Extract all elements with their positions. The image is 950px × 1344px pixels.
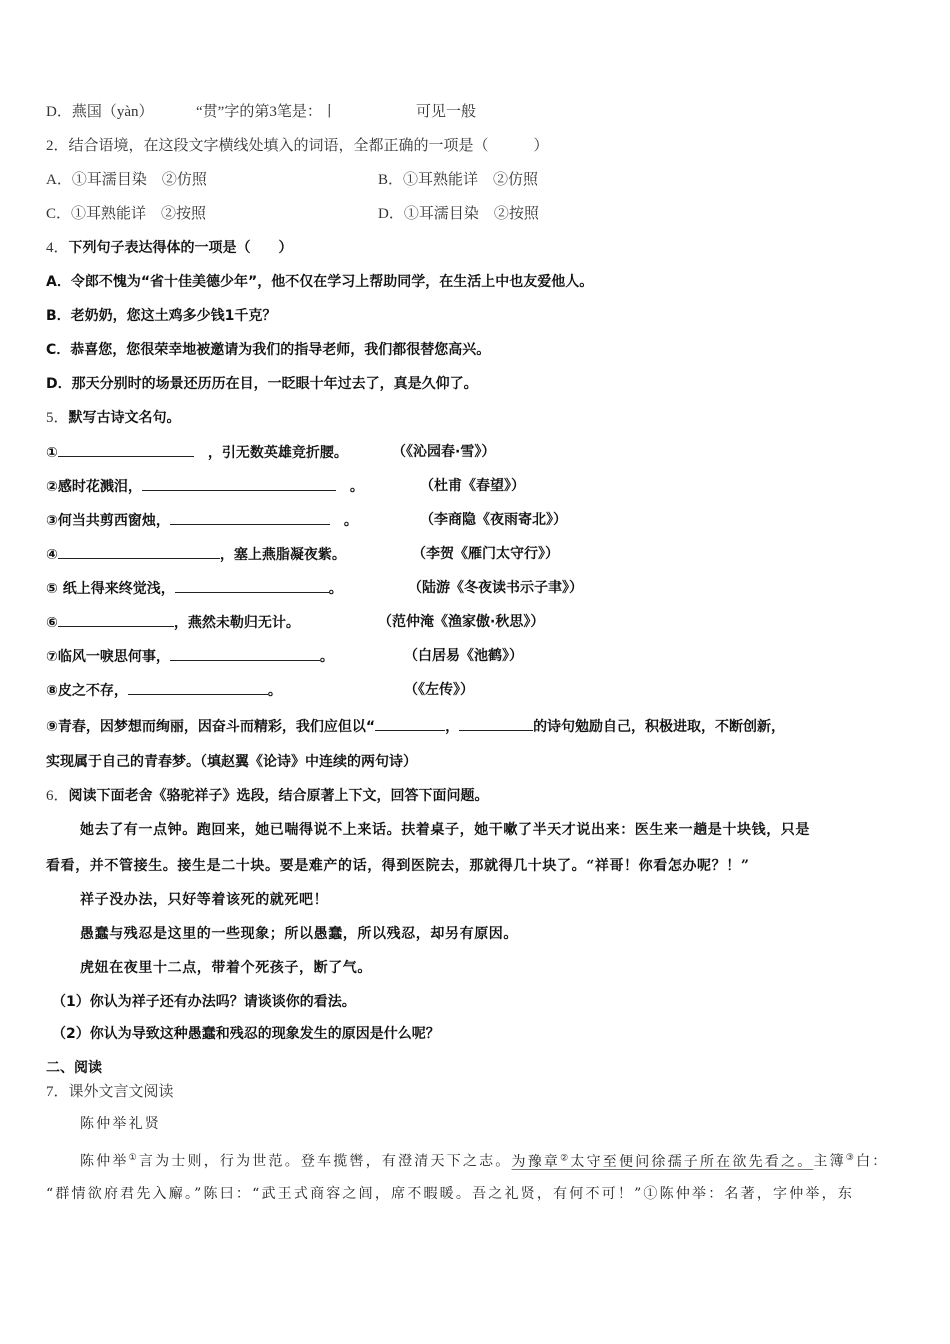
answer-blank[interactable] — [375, 716, 445, 731]
option-pinyin: 燕国（yàn） — [71, 104, 154, 120]
answer-blank[interactable] — [170, 510, 330, 525]
answer-blank[interactable] — [58, 442, 194, 457]
passage-line: 看看，并不管接生。接生是二十块。要是难产的话，得到医院去，那就得几十块了。“祥哥！你看怎办呢？！” — [46, 858, 750, 874]
q5-item-8: ⑧皮之不存， 。 （《左传》） — [46, 682, 474, 699]
classical-paragraph-1: 陈仲举①言为士则，行为世范。登车揽辔，有澄清天下之志。为豫章②太守至便问徐孺子所在欲先看之。主簿③白： — [80, 1153, 889, 1170]
option-stroke: “贯”字的第3笔是：丨 — [196, 104, 337, 120]
q5-stem: 5．默写古诗文名句。 — [46, 410, 181, 426]
q4-option-d[interactable]: D．那天分别时的场景还历历在目，一眨眼十年过去了，真是久仰了。 — [46, 376, 478, 392]
answer-blank[interactable] — [58, 544, 220, 559]
answer-blank[interactable] — [142, 476, 336, 491]
q4-option-c[interactable]: C．恭喜您，您很荣幸地被邀请为我们的指导老师，我们都很替您高兴。 — [46, 342, 491, 358]
q6-stem: 6．阅读下面老舍《骆驼祥子》选段，结合原著上下文，回答下面问题。 — [46, 788, 489, 804]
q4-option-a[interactable]: A．令郎不愧为“省十佳美德少年”，他不仅在学习上帮助同学，在生活上中也友爱他人。 — [46, 274, 594, 290]
q5-item-5: ⑤ 纸上得来终觉浅， 。 （陆游《冬夜读书示子聿》） — [46, 580, 583, 597]
q2-option-c[interactable]: C．①耳熟能详 ②按照 — [46, 206, 207, 222]
q6-subquestion-2: （2）你认为导致这种愚蠢和残忍的现象发生的原因是什么呢？ — [52, 1026, 440, 1042]
answer-blank[interactable] — [175, 578, 329, 593]
answer-blank[interactable] — [170, 646, 320, 661]
q5-item-9-line-2: 实现属于自己的青春梦。（填赵翼《论诗》中连续的两句诗） — [46, 754, 417, 770]
q5-item-4: ④ ，塞上燕脂凝夜紫。 （李贺《雁门太守行》） — [46, 546, 559, 563]
section-title: 二、阅读 — [46, 1060, 102, 1076]
q2-option-b[interactable]: B．①耳熟能详 ②仿照 — [378, 172, 539, 188]
option-label: D． — [46, 104, 72, 120]
answer-blank[interactable] — [58, 612, 174, 627]
classical-paragraph-2: “群情欲府君先入廨。”陈曰：“武王式商容之闾，席不暇暖。吾之礼贤，有何不可！”①陈仲举：名著，字仲举，东 — [46, 1186, 855, 1202]
q5-item-7: ⑦临风一唳思何事， 。 （白居易《池鹤》） — [46, 648, 523, 665]
q5-item-6: ⑥ ，燕然未勒归无计。 （范仲淹《渔家傲·秋思》） — [46, 614, 545, 631]
q7-stem: 7．课外文言文阅读 — [46, 1084, 174, 1100]
q2-options-row-1 — [46, 170, 539, 190]
underlined-sentence: 为豫章②太守至便问徐孺子所在欲先看之。 — [511, 1153, 814, 1170]
passage-line: 虎妞在夜里十二点，带着个死孩子，断了气。 — [80, 960, 372, 976]
q5-item-3: ③何当共剪西窗烛， 。 （李商隐《夜雨寄北》） — [46, 512, 567, 529]
q6-subquestion-1: （1）你认为祥子还有办法吗？请谈谈你的看法。 — [52, 994, 356, 1010]
q5-item-2: ②感时花溅泪， 。 （杜甫《春望》） — [46, 478, 525, 495]
passage-line: 她去了有一点钟。跑回来，她已喘得说不上来话。扶着桌子，她干嗽了半天才说出来：医生来一趟是十块钱，只是 — [80, 822, 810, 838]
q2-stem: 2．结合语境，在这段文字横线处填入的词语，全都正确的一项是（ ） — [46, 138, 549, 154]
classical-title: 陈仲举礼贤 — [80, 1116, 161, 1132]
q2-option-a[interactable]: A．①耳濡目染 ②仿照 — [46, 172, 207, 188]
q5-item-9-line-1: ⑨青春，因梦想而绚丽，因奋斗而精彩，我们应但以“ ， 的诗句勉励自己，积极进取，不断创新， — [46, 716, 785, 737]
q2-option-d[interactable]: D．①耳濡目染 ②按照 — [378, 206, 539, 222]
answer-blank[interactable] — [459, 716, 533, 731]
q4-stem: 4．下列句子表达得体的一项是（ ） — [46, 240, 293, 256]
passage-line: 愚蠢与残忍是这里的一些现象；所以愚蠢，所以残忍，却另有原因。 — [80, 926, 518, 942]
q4-option-b[interactable]: B．老奶奶，您这土鸡多少钱1千克？ — [46, 308, 277, 324]
q3-option-d — [46, 102, 477, 122]
passage-line: 祥子没办法，只好等着该死的就死吧！ — [80, 892, 329, 908]
q5-item-1: ① ，引无数英雄竞折腰。 （《沁园春·雪》） — [46, 444, 496, 461]
option-idiom: 可见一般 — [416, 104, 477, 120]
answer-blank[interactable] — [128, 680, 268, 695]
q2-options-row-2 — [46, 204, 539, 224]
